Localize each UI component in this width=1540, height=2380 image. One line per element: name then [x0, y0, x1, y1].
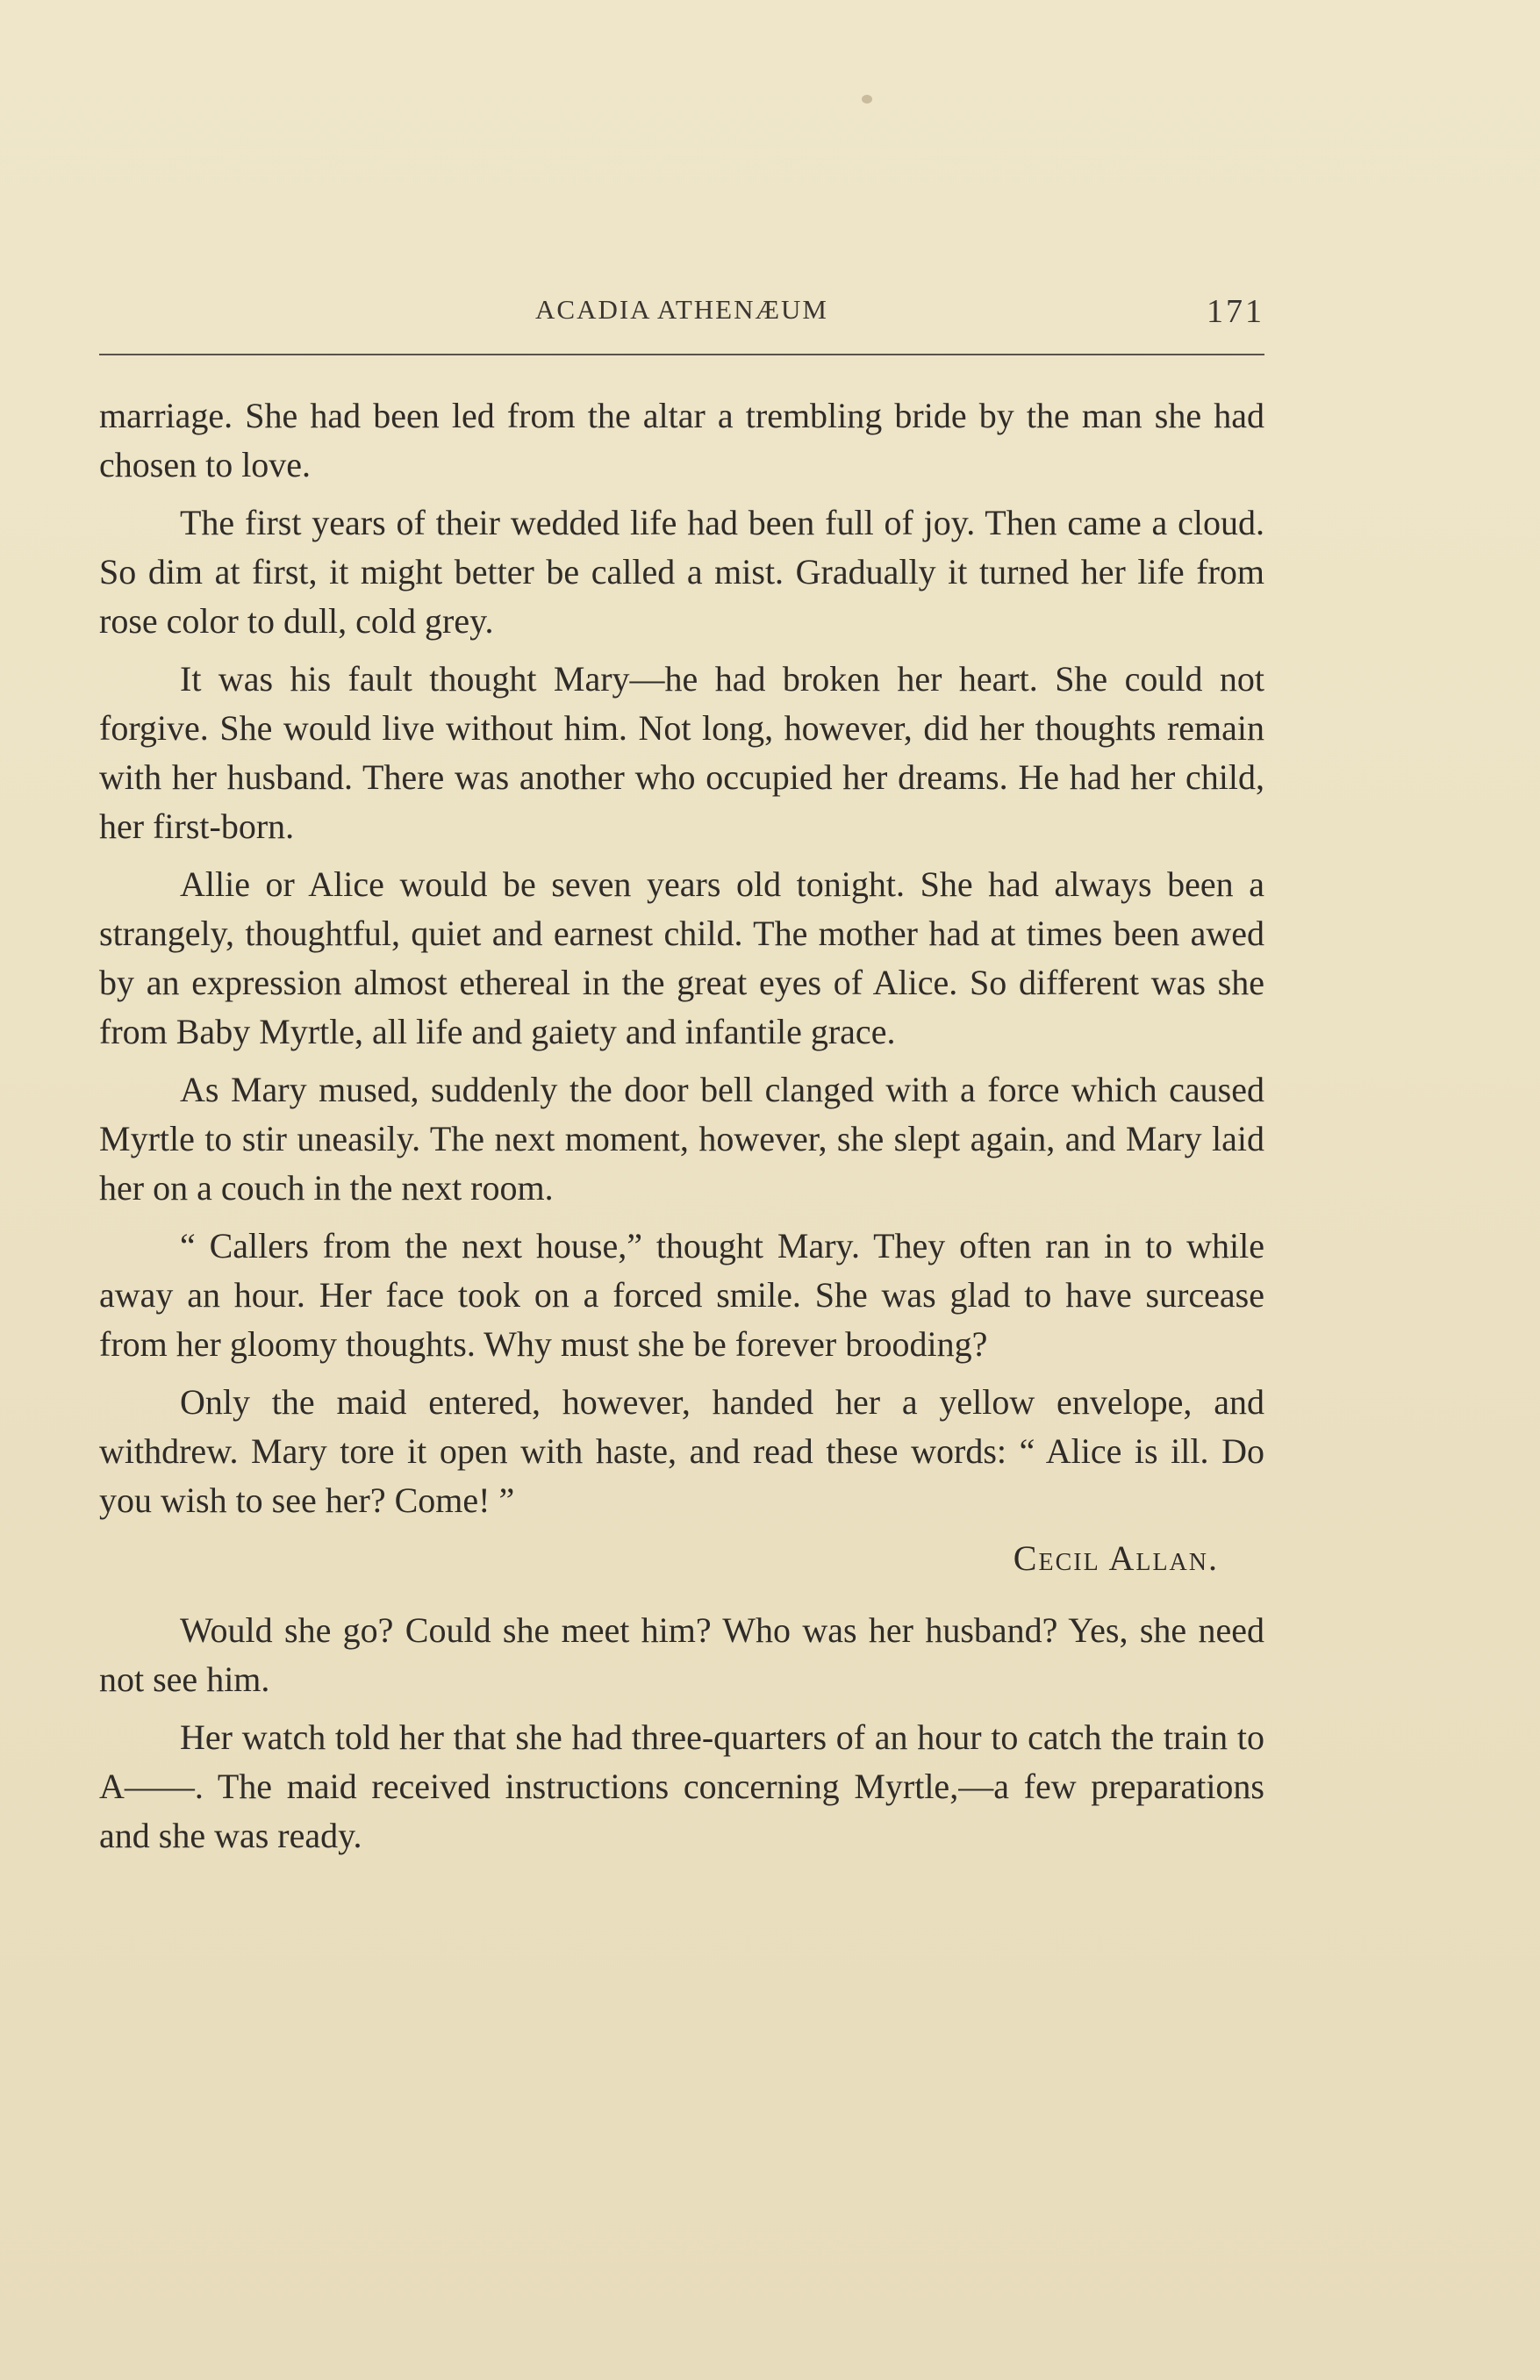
paragraph: “ Callers from the next house,” thought Mary. They often ran in to while away an hour. Her face took on a forced smile. She was glad to have surcease from her gloomy thoughts. Why must she be forever brooding?	[99, 1226, 1264, 1364]
paragraph: Only the maid entered, however, handed her a yellow envelope, and withdrew. Mary tore it open with haste, and read these words: “ Alice is ill. Do you wish to see her? Come! ”	[99, 1382, 1264, 1520]
paragraph: The first years of their wedded life had been full of joy. Then came a cloud. So dim at first, it might better be called a mist. Gradually it turned her life from rose color to dull, cold grey.	[99, 503, 1264, 641]
paper-speck	[862, 95, 872, 104]
page-header	[99, 294, 1264, 338]
body-text	[99, 391, 1264, 1869]
header-rule	[99, 354, 1264, 355]
paragraph: It was his fault thought Mary—he had broken her heart. She could not forgive. She would live without him. Not long, however, did her thoughts remain with her husband. There was another who occupied her dreams. He had her child, her first-born.	[99, 659, 1264, 846]
running-title: ACADIA ATHENÆUM	[535, 294, 828, 325]
paragraph: As Mary mused, suddenly the door bell clanged with a force which caused Myrtle to stir uneasily. The next moment, however, she slept again, and Mary laid her on a couch in the next room.	[99, 1070, 1264, 1208]
paragraph: Allie or Alice would be seven years old tonight. She had always been a strangely, thoughtful, quiet and earnest child. The mother had at times been awed by an expression almost ethereal in the great eyes of Alice. So different was she from Baby Myrtle, all life and gaiety and infantile grace.	[99, 864, 1264, 1051]
letter-signature: Cecil Allan.	[1013, 1538, 1219, 1578]
paragraph: marriage. She had been led from the altar a trembling bride by the man she had chosen to love.	[99, 396, 1264, 484]
paragraph: Would she go? Could she meet him? Who was her husband? Yes, she need not see him.	[99, 1610, 1264, 1699]
paragraph: Her watch told her that she had three-quarters of an hour to catch the train to A——. The maid received instructions concerning Myrtle,—a few preparations and she was ready.	[99, 1717, 1264, 1855]
page-number: 171	[1207, 293, 1264, 330]
